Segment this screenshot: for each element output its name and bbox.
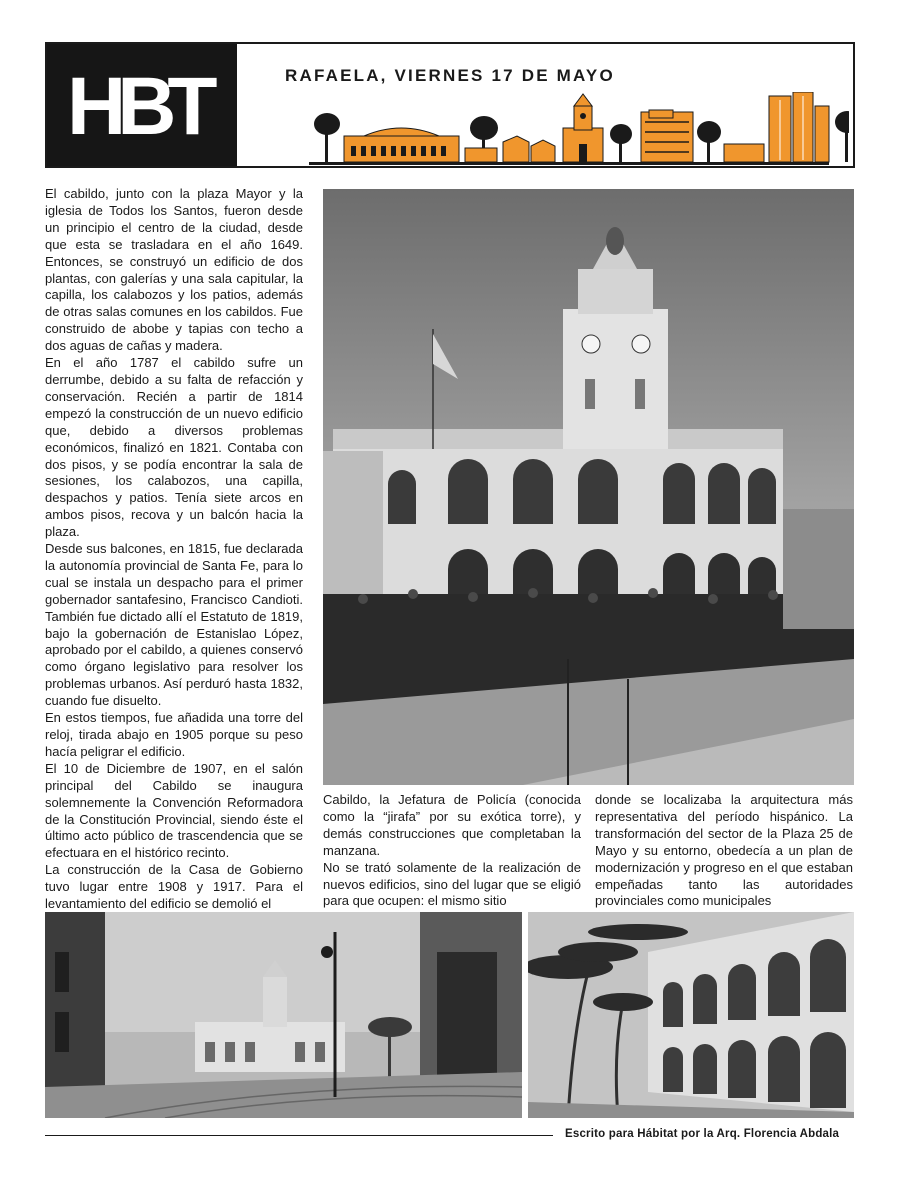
masthead: [45, 42, 855, 168]
city-skyline-illustration: [269, 92, 849, 166]
article-right-column: [595, 792, 853, 910]
paragraph: El cabildo, junto con la plaza Mayor y la iglesia de Todos los Santos, fueron desde un principio el centro de la ciudad, desde que esta se trasladara en el año 1649. Entonces, se construyó un edificio de dos plantas, con galerías y una sala capitular, la capilla, los calabozos y los patios, además de otras salas comunes en los cabildos. Fue construido de abobe y tapias con techo a dos aguas de cañas y madera.: [45, 186, 303, 354]
article-left-column: [45, 186, 303, 913]
paragraph: En estos tiempos, fue añadida una torre del reloj, tirada abajo en 1905 porque su peso hacía peligrar el edificio.: [45, 710, 303, 759]
cabildo-photo: [323, 189, 854, 785]
arcade-building-photo: [528, 912, 854, 1118]
paragraph: En el año 1787 el cabildo sufre un derrumbe, debido a su falta de refacción y conservación. Recién a partir de 1814 empezó la construcción de un nuevo edificio que, debido a diversos problemas económicos, finalizó en 1821. Contaba con dos pisos, y se podía encontrar la sala de sesiones, los calabozos, una capilla, despachos y patios. Tenía siete arcos en ambos pisos, recova y un balcón hacia la plaza.: [45, 355, 303, 540]
paragraph: Desde sus balcones, en 1815, fue declarada la autonomía provincial de Santa Fe, para lo cual se instala un despacho para el primer gobernador santafesino, Francisco Candioti. También fue dictado allí el Estatuto de 1819, bajo la gobernación de Estanislao López, aprobado por el cabildo, a quienes conservó como órgano legislativo para resolver los problemas urbanos. Así perduró hasta 1832, cuando fue disuelto.: [45, 541, 303, 709]
paragraph: No se trató solamente de la realización de nuevos edificios, sino del lugar que se eligió para que ocupen: el mismo sitio: [323, 859, 581, 909]
author-credit: Escrito para Hábitat por la Arq. Florencia Abdala: [565, 1128, 840, 1140]
footer-rule: [45, 1135, 553, 1136]
paragraph: El 10 de Diciembre de 1907, en el salón principal del Cabildo se inaugura solemnemente la Convención Reformadora de la Constitución Provincial, siendo éste el último acto público de trascendencia que se efectuara en el histórico recinto.: [45, 760, 303, 861]
svg-text:HBT: HBT: [67, 70, 209, 140]
paragraph: Cabildo, la Jefatura de Policía (conocida como la “jirafa” por su exótica torre), y demás construcciones que completaban la manzana.: [323, 792, 581, 858]
article-middle-column: [323, 792, 581, 910]
hbt-logo: [47, 44, 237, 166]
paragraph: La construcción de la Casa de Gobierno tuvo lugar entre 1908 y 1917. Para el levantamiento del edificio se demolió el: [45, 862, 303, 912]
hbt-logo-mark: [65, 70, 220, 140]
date-line: RAFAELA, VIERNES 17 DE MAYO: [285, 66, 615, 85]
paragraph: donde se localizaba la arquitectura más representativa del período hispánico. La transformación del sector de la Plaza 25 de Mayo y su entorno, obedecía a un plan de modernización y progreso en el que estaban empeñadas tanto las autoridades provinciales como municipales: [595, 792, 853, 909]
street-photo: [45, 912, 522, 1118]
